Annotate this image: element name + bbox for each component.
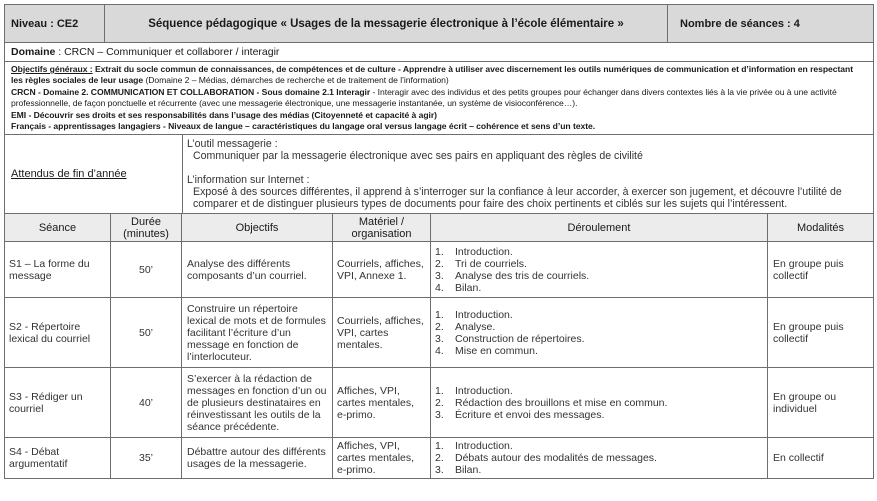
attendus-p2-title: L’information sur Internet :	[187, 174, 310, 187]
row-seance: S2 - Répertoire lexical du courriel	[5, 298, 111, 368]
row-duree: 35’	[111, 438, 182, 479]
step-item: 1. Introduction.	[435, 245, 513, 258]
row-modalite: En collectif	[768, 438, 874, 479]
row-deroulement	[431, 298, 768, 368]
step-item: 4. Mise en commun.	[435, 344, 538, 357]
row-deroulement	[431, 368, 768, 438]
objectives-general-note: (Domaine 2 – Médias, démarches de recherche et de traitement de l’information)	[145, 75, 449, 86]
table-row	[5, 438, 874, 479]
domain-value: : CRCN – Communiquer et collaborer / interagir	[55, 46, 280, 58]
row-materiel: Courriels, affiches, VPI, cartes mentales.	[333, 298, 431, 368]
attendus-label: Attendus de fin d’année	[5, 135, 183, 214]
objectives-crcn-note: - Interagir avec des individus et des petits groupes pour échanger dans divers contextes liés à la vie privée ou à une activité professionnelle, de façon ponctuelle et récurrente (avec une messagerie électronique, une messagerie instantanée, un système de visioconférence…).	[11, 86, 837, 109]
domain-label: Domaine	[11, 46, 56, 58]
row-duree: 50’	[111, 298, 182, 368]
step-item: 1. Introduction.	[435, 308, 513, 321]
row-seance: S4 - Débat argumentatif	[5, 438, 111, 479]
step-item: 3. Écriture et envoi des messages.	[435, 408, 605, 421]
step-item: 1. Introduction.	[435, 440, 513, 453]
objectives-block	[5, 62, 874, 135]
step-item: 2. Analyse.	[435, 320, 496, 333]
objectives-francais: Français - apprentissages langagiers - Niveaux de langue – caractéristiques du langage oral versus langage écrit – cohérence et sens d’un texte.	[11, 121, 596, 132]
table-row	[5, 368, 874, 438]
row-materiel: Affiches, VPI, cartes mentales, e-primo.	[333, 438, 431, 479]
col-duree: Durée (minutes)	[111, 214, 182, 242]
col-objectifs: Objectifs	[182, 214, 333, 242]
row-materiel: Courriels, affiches, VPI, Annexe 1.	[333, 242, 431, 298]
document-title: Séquence pédagogique « Usages de la messagerie électronique à l’école élémentaire »	[105, 5, 668, 43]
row-seance: S1 – La forme du message	[5, 242, 111, 298]
table-row	[5, 298, 874, 368]
row-modalite: En groupe puis collectif	[768, 298, 874, 368]
objectives-general-text: Extrait du socle commun de connaissances, de compétences et de culture - Apprendre à utiliser avec discernement les outils numériques de communication et d’information en respectant les règles sociales de leur usage	[11, 64, 854, 86]
sessions-header-row	[5, 214, 874, 242]
objectives-general	[11, 64, 867, 87]
objectives-crcn-text: CRCN - Domaine 2. COMMUNICATION ET COLLABORATION - Sous domaine 2.1 Interagir	[11, 86, 371, 97]
step-item: 3. Bilan.	[435, 464, 482, 477]
step-item: 2. Rédaction des brouillons et mise en commun.	[435, 396, 668, 409]
row-materiel: Affiches, VPI, cartes mentales, e-primo.	[333, 368, 431, 438]
row-duree: 50’	[111, 242, 182, 298]
sequence-document	[4, 4, 873, 479]
row-deroulement	[431, 438, 768, 479]
col-seance: Séance	[5, 214, 111, 242]
step-item: 3. Analyse des tris de courriels.	[435, 269, 590, 282]
session-count: Nombre de séances : 4	[668, 5, 874, 43]
context-table	[4, 42, 874, 214]
row-objectif: Analyse des différents composants d’un courriel.	[182, 242, 333, 298]
step-item: 2. Débats autour des modalités de messages.	[435, 452, 657, 465]
step-item: 4. Bilan.	[435, 281, 482, 294]
row-duree: 40’	[111, 368, 182, 438]
row-modalite: En groupe puis collectif	[768, 242, 874, 298]
attendus-p2-text: Exposé à des sources différentes, il apprend à s’interroger sur la confiance à leur accorder, à exercer son jugement, et découvre l’utilité de comparer et de distinguer plusieurs types de documents pour faire des choix pertinents et ciblés sur les sujets qui l’intéressent.	[193, 186, 842, 211]
header-table	[4, 4, 874, 43]
objectives-emi: EMI - Découvrir ses droits et ses responsabilités dans l’usage des médias (Citoyenneté et capacité à agir)	[11, 109, 437, 120]
attendus-p1-text: Communiquer par la messagerie électronique avec ses pairs en appliquant des règles de civilité	[193, 150, 643, 163]
objectives-crcn	[11, 87, 867, 110]
sessions-table	[4, 213, 874, 479]
attendus-content	[183, 135, 874, 214]
row-objectif: S’exercer à la rédaction de messages en fonction d’un ou de plusieurs destinataires en réinvestissant les outils de la séance précédente.	[182, 368, 333, 438]
attendus-p1-title: L’outil messagerie :	[187, 138, 278, 151]
step-item: 2. Tri de courriels.	[435, 257, 527, 270]
col-deroulement: Déroulement	[431, 214, 768, 242]
row-seance: S3 - Rédiger un courriel	[5, 368, 111, 438]
step-item: 3. Construction de répertoires.	[435, 332, 585, 345]
niveau-label: Niveau : CE2	[5, 5, 105, 43]
objectives-general-label: Objectifs généraux :	[11, 64, 93, 74]
step-item: 1. Introduction.	[435, 384, 513, 397]
col-modalites: Modalités	[768, 214, 874, 242]
row-deroulement	[431, 242, 768, 298]
row-objectif: Construire un répertoire lexical de mots et de formules facilitant l’écriture d’un message en fonction de l’interlocuteur.	[182, 298, 333, 368]
table-row	[5, 242, 874, 298]
domain-line	[5, 43, 874, 62]
row-objectif: Débattre autour des différents usages de la messagerie.	[182, 438, 333, 479]
col-materiel: Matériel / organisation	[333, 214, 431, 242]
row-modalite: En groupe ou individuel	[768, 368, 874, 438]
